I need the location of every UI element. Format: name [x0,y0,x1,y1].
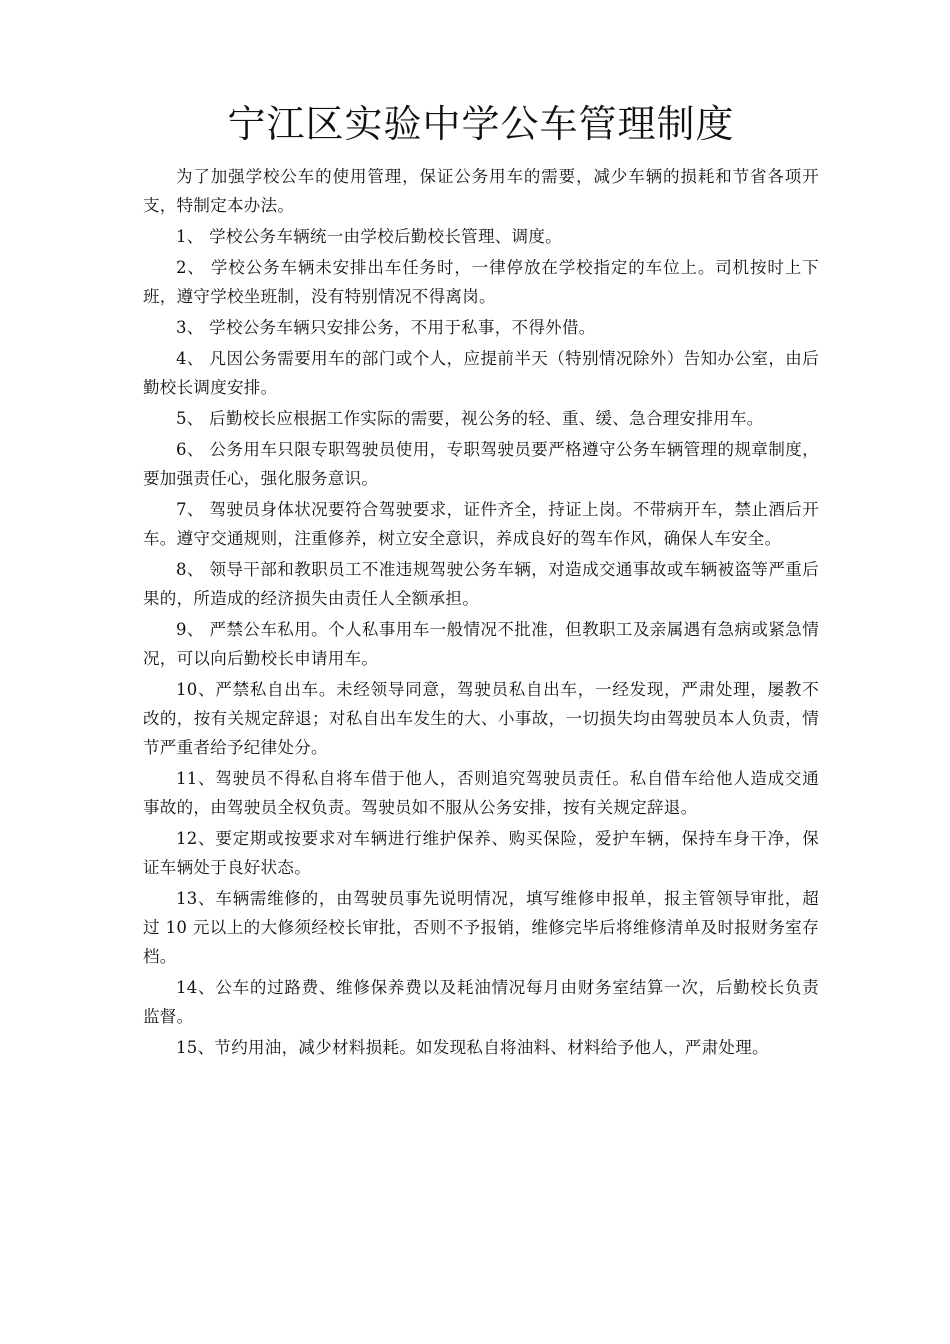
document-page [143,96,819,1064]
rule-item-8: 8、 领导干部和教职员工不准违规驾驶公务车辆，对造成交通事故或车辆被盗等严重后果的，所造成的经济损失由责任人全额承担。 [143,560,819,608]
rule-item-13: 13、车辆需维修的，由驾驶员事先说明情况，填写维修申报单，报主管领导审批，超过 10 元以上的大修须经校长审批，否则不予报销，维修完毕后将维修清单及时报财务室存档。 [143,889,819,966]
rule-item-4: 4、 凡因公务需要用车的部门或个人，应提前半天（特别情况除外）告知办公室，由后勤校长调度安排。 [143,349,819,397]
document-title: 宁江区实验中学公车管理制度 [227,102,735,146]
rule-item-1: 1、 学校公务车辆统一由学校后勤校长管理、调度。 [176,227,562,246]
rule-item-6: 6、 公务用车只限专职驾驶员使用，专职驾驶员要严格遵守公务车辆管理的规章制度，要加强责任心，强化服务意识。 [143,440,819,488]
rule-item-10: 10、严禁私自出车。未经领导同意，驾驶员私自出车，一经发现，严肃处理，屡教不改的，按有关规定辞退；对私自出车发生的大、小事故，一切损失均由驾驶员本人负责，情节严重者给予纪律处分。 [143,680,819,757]
rule-item-15: 15、节约用油，减少材料损耗。如发现私自将油料、材料给予他人，严肃处理。 [176,1038,769,1057]
rule-item-2: 2、 学校公务车辆未安排出车任务时，一律停放在学校指定的车位上。司机按时上下班，遵守学校坐班制，没有特别情况不得离岗。 [143,258,819,306]
rule-item-12: 12、要定期或按要求对车辆进行维护保养、购买保险，爱护车辆，保持车身干净，保证车辆处于良好状态。 [143,829,819,877]
rule-item-14: 14、公车的过路费、维修保养费以及耗油情况每月由财务室结算一次，后勤校长负责监督。 [143,978,819,1026]
rule-item-11: 11、驾驶员不得私自将车借于他人，否则追究驾驶员责任。私自借车给他人造成交通事故的，由驾驶员全权负责。驾驶员如不服从公务安排，按有关规定辞退。 [143,769,819,817]
rule-item-3: 3、 学校公务车辆只安排公务，不用于私事，不得外借。 [176,318,596,337]
intro-paragraph: 为了加强学校公车的使用管理，保证公务用车的需要，减少车辆的损耗和节省各项开支，特制定本办法。 [143,167,819,215]
rule-item-7: 7、 驾驶员身体状况要符合驾驶要求，证件齐全，持证上岗。不带病开车，禁止酒后开车。遵守交通规则，注重修养，树立安全意识，养成良好的驾车作风，确保人车安全。 [143,500,819,548]
rule-item-5: 5、 后勤校长应根据工作实际的需要，视公务的轻、重、缓、急合理安排用车。 [176,409,764,428]
rule-item-9: 9、 严禁公车私用。个人私事用车一般情况不批准，但教职工及亲属遇有急病或紧急情况，可以向后勤校长申请用车。 [143,620,819,668]
